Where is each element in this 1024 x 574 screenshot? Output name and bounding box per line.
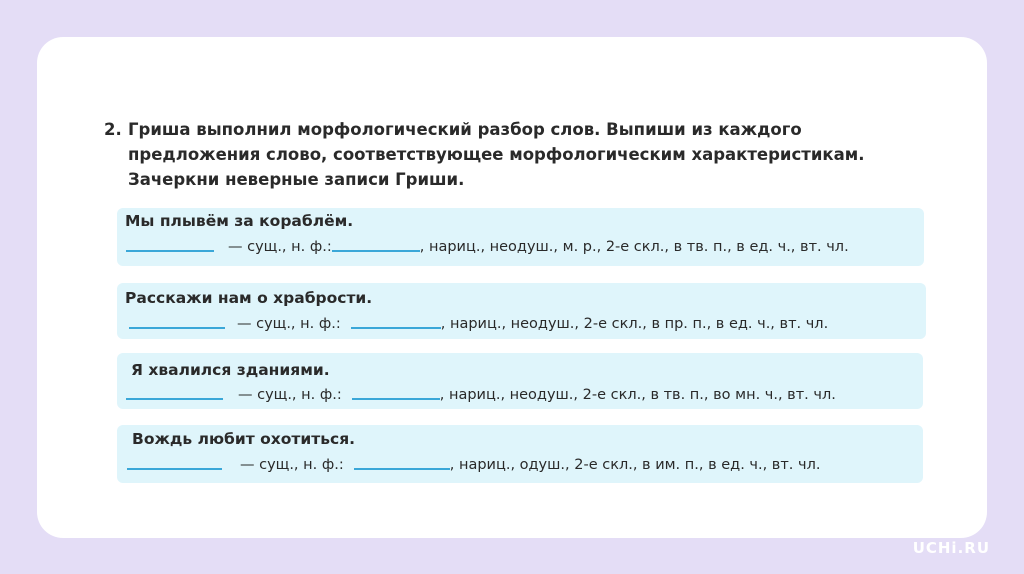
- item-part-of-speech: — сущ., н. ф.:: [240, 457, 344, 473]
- exercise-item: [117, 283, 926, 339]
- item-characteristics: [126, 239, 849, 255]
- item-features: , нариц., неодуш., 2-е скл., в пр. п., в ед. ч., вт. чл.: [440, 316, 829, 332]
- item-characteristics: [129, 316, 828, 332]
- item-features: , нариц., неодуш., 2-е скл., в тв. п., во мн. ч., вт. чл.: [439, 387, 836, 403]
- initial-form-blank[interactable]: [351, 326, 441, 329]
- initial-form-blank[interactable]: [332, 249, 420, 252]
- word-answer-blank[interactable]: [127, 467, 222, 470]
- task-line-3: Зачеркни неверные записи Гриши.: [128, 170, 465, 189]
- item-part-of-speech: — сущ., н. ф.:: [228, 239, 332, 255]
- task-text: [128, 117, 924, 192]
- item-sentence: Расскажи нам о храбрости.: [125, 289, 373, 307]
- item-characteristics: [126, 387, 836, 403]
- initial-form-blank[interactable]: [352, 397, 440, 400]
- task-number: 2.: [104, 120, 122, 139]
- item-sentence: Я хвалился зданиями.: [131, 361, 330, 379]
- item-sentence: Вождь любит охотиться.: [132, 430, 356, 448]
- item-sentence: Мы плывём за кораблём.: [125, 212, 354, 230]
- item-part-of-speech: — сущ., н. ф.:: [238, 387, 342, 403]
- task-line-2: предложения слово, соответствующее морфологическим характеристикам.: [128, 145, 865, 164]
- initial-form-blank[interactable]: [354, 467, 450, 470]
- word-answer-blank[interactable]: [126, 249, 214, 252]
- task-line-1: Гриша выполнил морфологический разбор слов. Выпиши из каждого: [128, 120, 802, 139]
- item-features: , нариц., неодуш., м. р., 2-е скл., в тв. п., в ед. ч., вт. чл.: [419, 239, 849, 255]
- uchi-logo: UCHi.RU: [912, 539, 990, 557]
- item-part-of-speech: — сущ., н. ф.:: [237, 316, 341, 332]
- word-answer-blank[interactable]: [126, 397, 223, 400]
- exercise-item: [117, 353, 923, 409]
- item-features: , нариц., одуш., 2-е скл., в им. п., в ед. ч., вт. чл.: [449, 457, 821, 473]
- word-answer-blank[interactable]: [129, 326, 225, 329]
- exercise-item: [117, 208, 924, 266]
- exercise-item: [117, 425, 923, 483]
- task-instructions: [104, 117, 924, 192]
- item-characteristics: [127, 457, 820, 473]
